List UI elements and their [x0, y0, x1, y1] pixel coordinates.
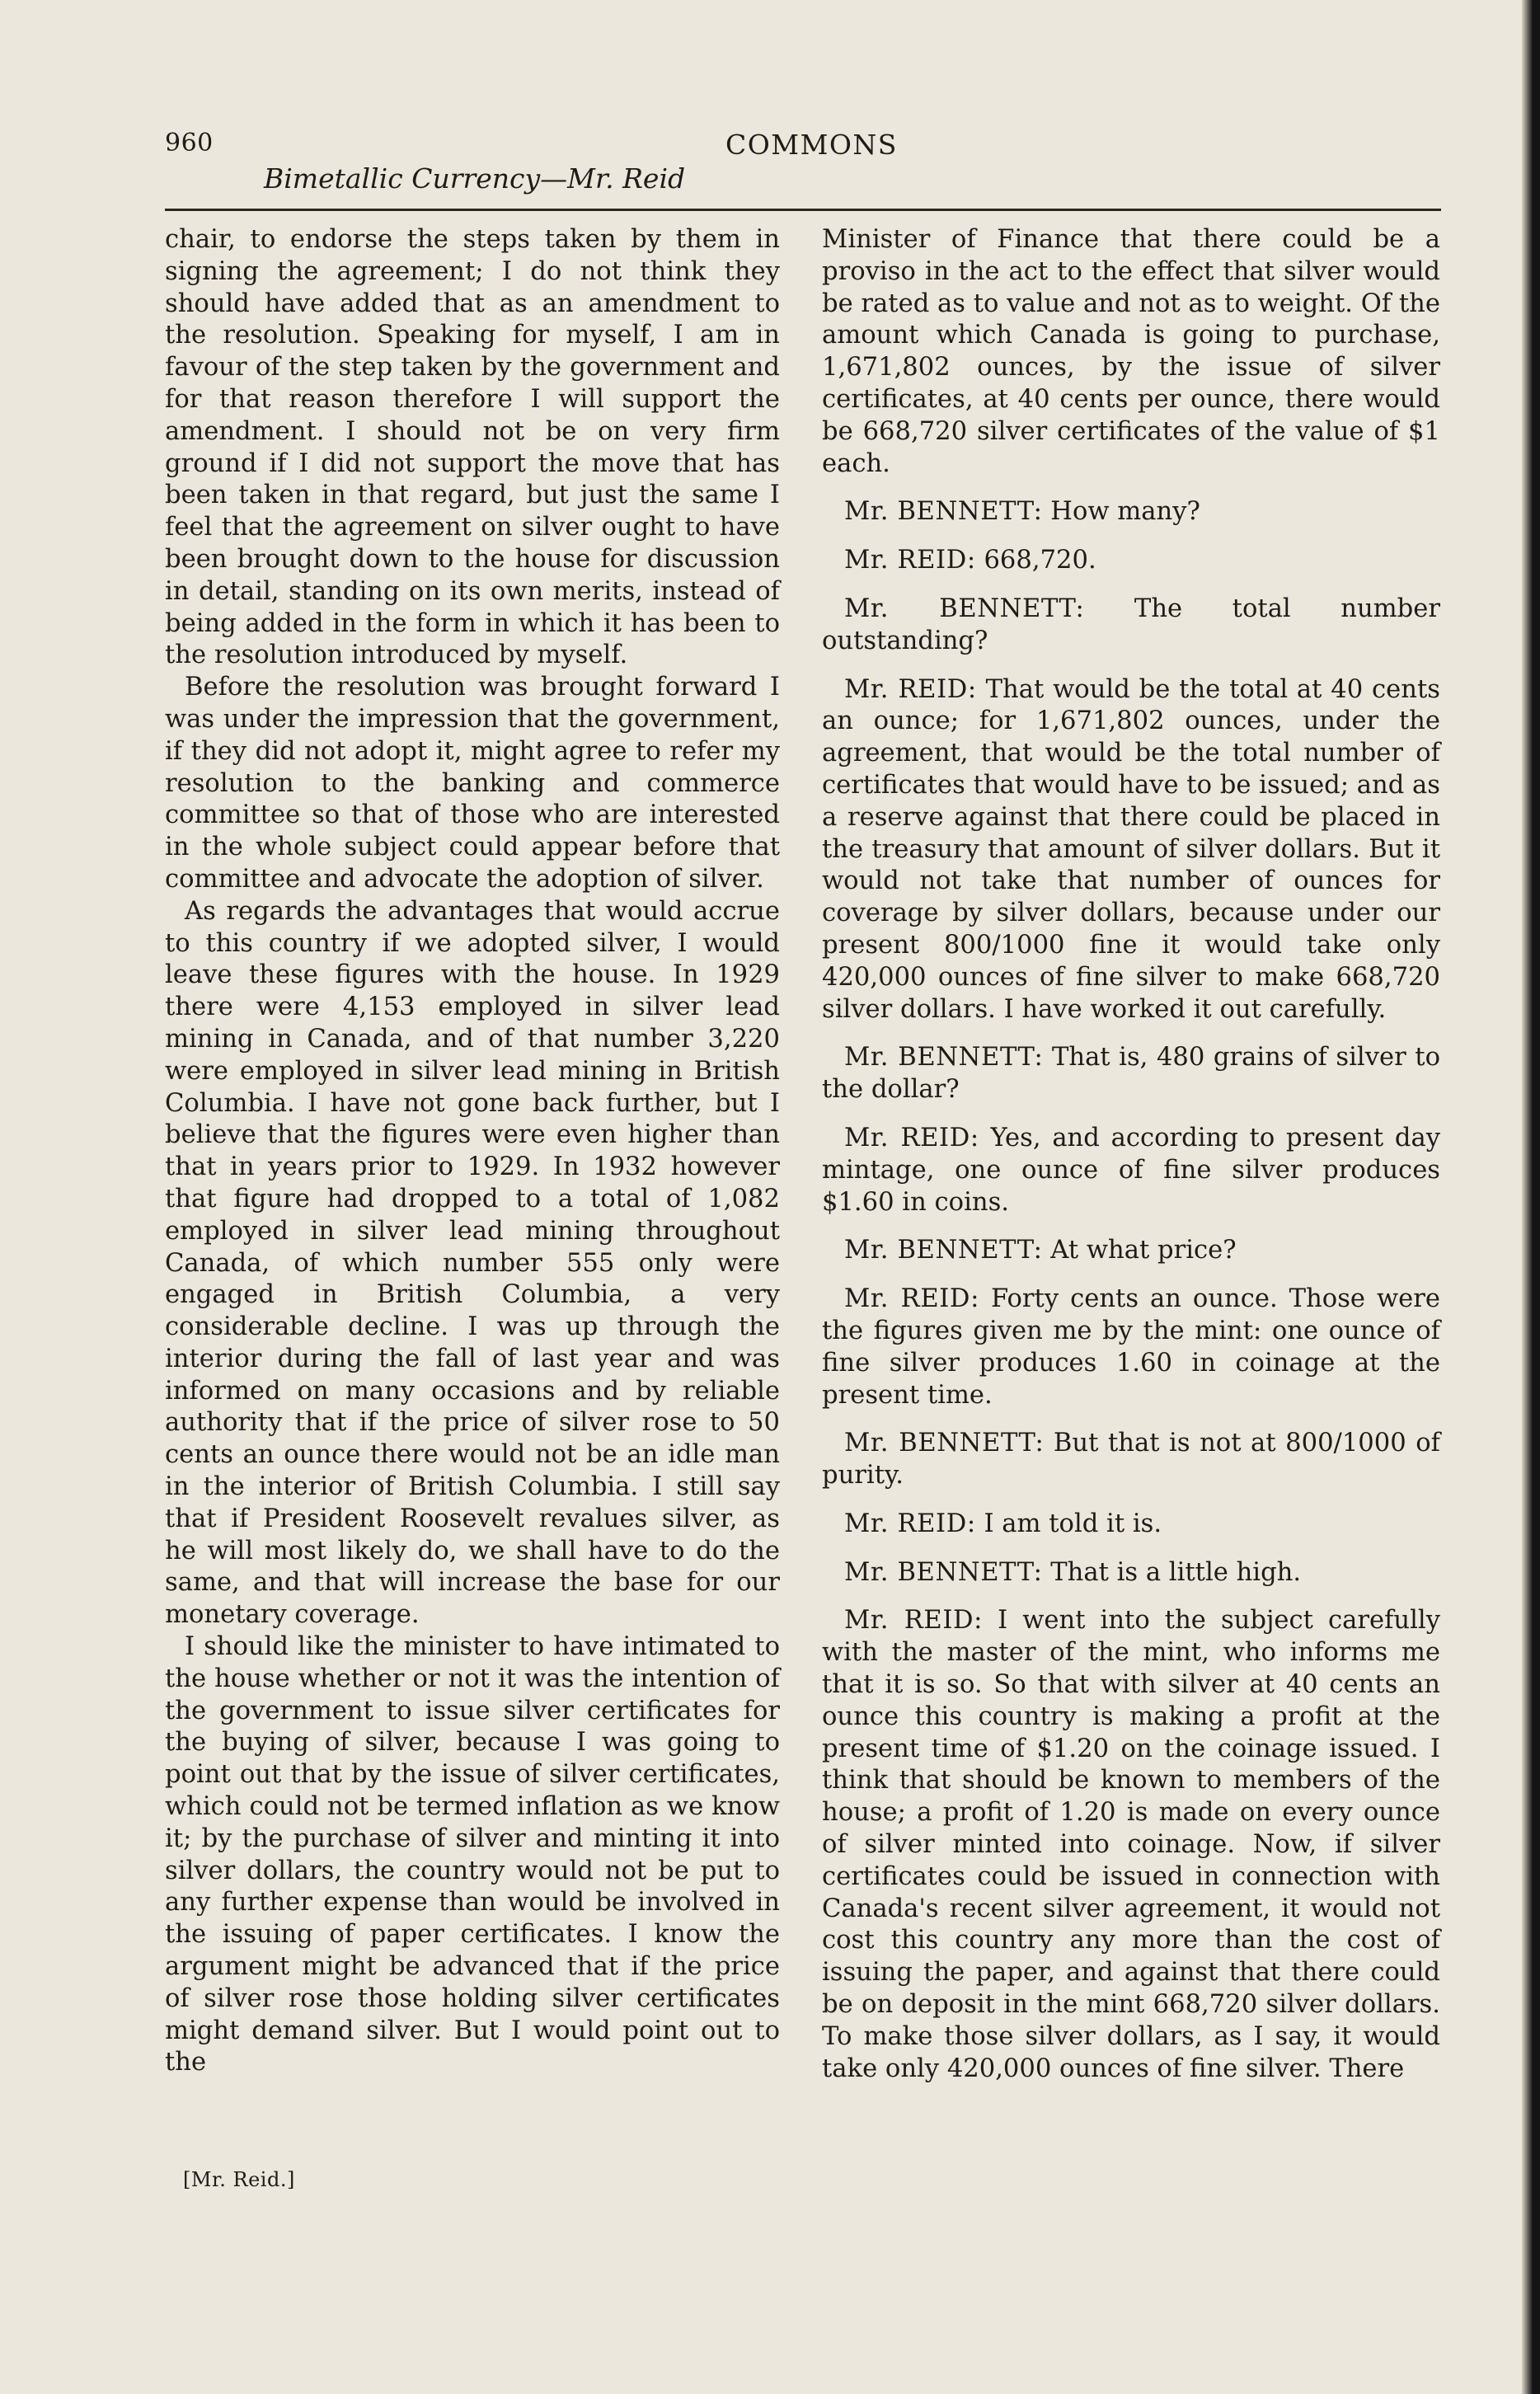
scan-edge-shadow	[1522, 0, 1540, 2394]
speech-text: Forty cents an ounce. Those were the figures given me by the mint: one ounce of fine silver produces 1.60 in coinage at the present time.	[822, 1284, 1440, 1410]
left-column	[165, 224, 780, 2079]
running-title: Bimetallic Currency—Mr. Reid	[264, 162, 686, 195]
speaker-name: Mr. BENNETT:	[844, 1429, 1045, 1458]
speech-text: I am told it is.	[984, 1509, 1162, 1538]
speaker-name: Mr. BENNETT:	[844, 1236, 1043, 1265]
speaker-name: Mr. BENNETT:	[844, 1557, 1043, 1587]
speech-exchange	[822, 545, 1440, 577]
speaker-name: Mr. BENNETT:	[844, 497, 1043, 527]
right-column	[822, 224, 1440, 2085]
speech-exchange	[822, 1605, 1440, 2085]
speech-text: That would be the total at 40 cents an ounce; for 1,671,802 ounces, under the agreement, that would be the total number of certificates that would have to be issued; and as a reserve against that there could be placed in the treasury that amount of silver dollars. But it would not take that number of ounces for coverage by silver dollars, because under our present 800/1000 fine it would take only 420,000 ounces of fine silver to make 668,720 silver dollars. I have worked it out carefully.	[822, 674, 1440, 1024]
speaker-name: Mr. REID:	[844, 1509, 976, 1538]
paragraph: As regards the advantages that would accrue to this country if we adopted silver, I would leave these figures with the house. In 1929 there were 4,153 employed in silver lead mining in Canada, and of that number 3,220 were employed in silver lead mining in British Columbia. I have not gone back further, but I believe that the figures were even higher than that in years prior to 1929. In 1932 however that figure had dropped to a total of 1,082 employed in silver lead mining throughout Canada, of which number 555 only were engaged in British Columbia, a very considerable decline. I was up through the interior during the fall of last year and was informed on many occasions and by reliable authority that if the price of silver rose to 50 cents an ounce there would not be an idle man in the interior of British Columbia. I still say that if President Roosevelt revalues silver, as he will most likely do, we shall have to do the same, and that will increase the base for our monetary coverage.	[165, 896, 780, 1630]
speech-exchange	[822, 1123, 1440, 1218]
speech-text: The total number outstanding?	[822, 594, 1440, 655]
speaker-name: Mr. REID:	[844, 1606, 984, 1636]
speech-exchange	[822, 496, 1440, 528]
speech-text: That is a little high.	[1050, 1557, 1302, 1587]
header-rule	[165, 209, 1441, 211]
chamber-heading: COMMONS	[725, 129, 898, 161]
speech-text: 668,720.	[984, 546, 1096, 575]
speech-text: I went into the subject carefully with the master of the mint, who informs me that it is so. So that with silver at 40 cents an ounce this country is making a profit at the present time of $1.20 on the coinage issued. I think that should be known to members of the house; a profit of 1.20 is made on every ounce of silver minted into coinage. Now, if silver certificates could be issued in connection with Canada's recent silver agreement, it would not cost this country any more than the cost of issuing the paper, and against that there could be on deposit in the mint 668,720 silver dollars. To make those silver dollars, as I say, it would take only 420,000 ounces of fine silver. There	[822, 1606, 1440, 2083]
page-number: 960	[165, 129, 214, 157]
speaker-name: Mr. REID:	[844, 674, 977, 704]
speech-exchange	[822, 1557, 1440, 1589]
speech-exchange	[822, 1428, 1440, 1492]
paragraph: I should like the minister to have intimated to the house whether or not it was the intention of the government to issue silver certificates for the buying of silver, because I was going to point out that by the issue of silver certificates, which could not be termed inflation as we know it; by the purchase of silver and minting it into silver dollars, the country would not be put to any further expense than would be involved in the issuing of paper certificates. I know the argument might be advanced that if the price of silver rose those holding silver certificates might demand silver. But I would point out to the	[165, 1632, 780, 2077]
speech-text: That is, 480 grains of silver to the dollar?	[822, 1043, 1440, 1105]
speech-exchange	[822, 594, 1440, 658]
speaker-name: Mr. REID:	[844, 1123, 979, 1152]
speech-text: How many?	[1050, 497, 1200, 527]
speech-text: At what price?	[1050, 1236, 1237, 1265]
speech-exchange	[822, 1284, 1440, 1411]
speaker-attribution-footer: [Mr. Reid.]	[183, 2168, 295, 2191]
paragraph: Before the resolution was brought forward I was under the impression that the government, if they did not adopt it, might agree to refer my resolution to the banking and commerce committee so that of those who are interested in the whole subject could appear before that committee and advocate the adoption of silver.	[165, 673, 780, 894]
speaker-name: Mr. BENNETT:	[844, 594, 1085, 623]
speech-exchange	[822, 1509, 1440, 1541]
paragraph-continuation: chair, to endorse the steps taken by them in signing the agreement; I do not think they should have added that as an amendment to the resolution. Speaking for myself, I am in favour of the step taken by the government and for that reason therefore I will support the amendment. I should not be on very firm ground if I did not support the move that has been taken in that regard, but just the same I feel that the agreement on silver ought to have been brought down to the house for discussion in detail, standing on its own merits, instead of being added in the form in which it has been to the resolution introduced by myself.	[165, 225, 780, 670]
paragraph-continuation: Minister of Finance that there could be a proviso in the act to the effect that silver would be rated as to value and not as to weight. Of the amount which Canada is going to purchase, 1,671,802 ounces, by the issue of silver certificates, at 40 cents per ounce, there would be 668,720 silver certificates of the value of $1 each.	[822, 225, 1440, 478]
speaker-name: Mr. REID:	[844, 1284, 979, 1314]
speaker-name: Mr. REID:	[844, 546, 976, 575]
speaker-name: Mr. BENNETT:	[844, 1043, 1044, 1073]
speech-exchange	[822, 1042, 1440, 1106]
speech-exchange	[822, 674, 1440, 1026]
speech-exchange	[822, 1235, 1440, 1267]
speech-text: But that is not at 800/1000 of purity.	[822, 1429, 1440, 1490]
speech-text: Yes, and according to present day mintage, one ounce of fine silver produces $1.60 in coins.	[822, 1123, 1440, 1217]
